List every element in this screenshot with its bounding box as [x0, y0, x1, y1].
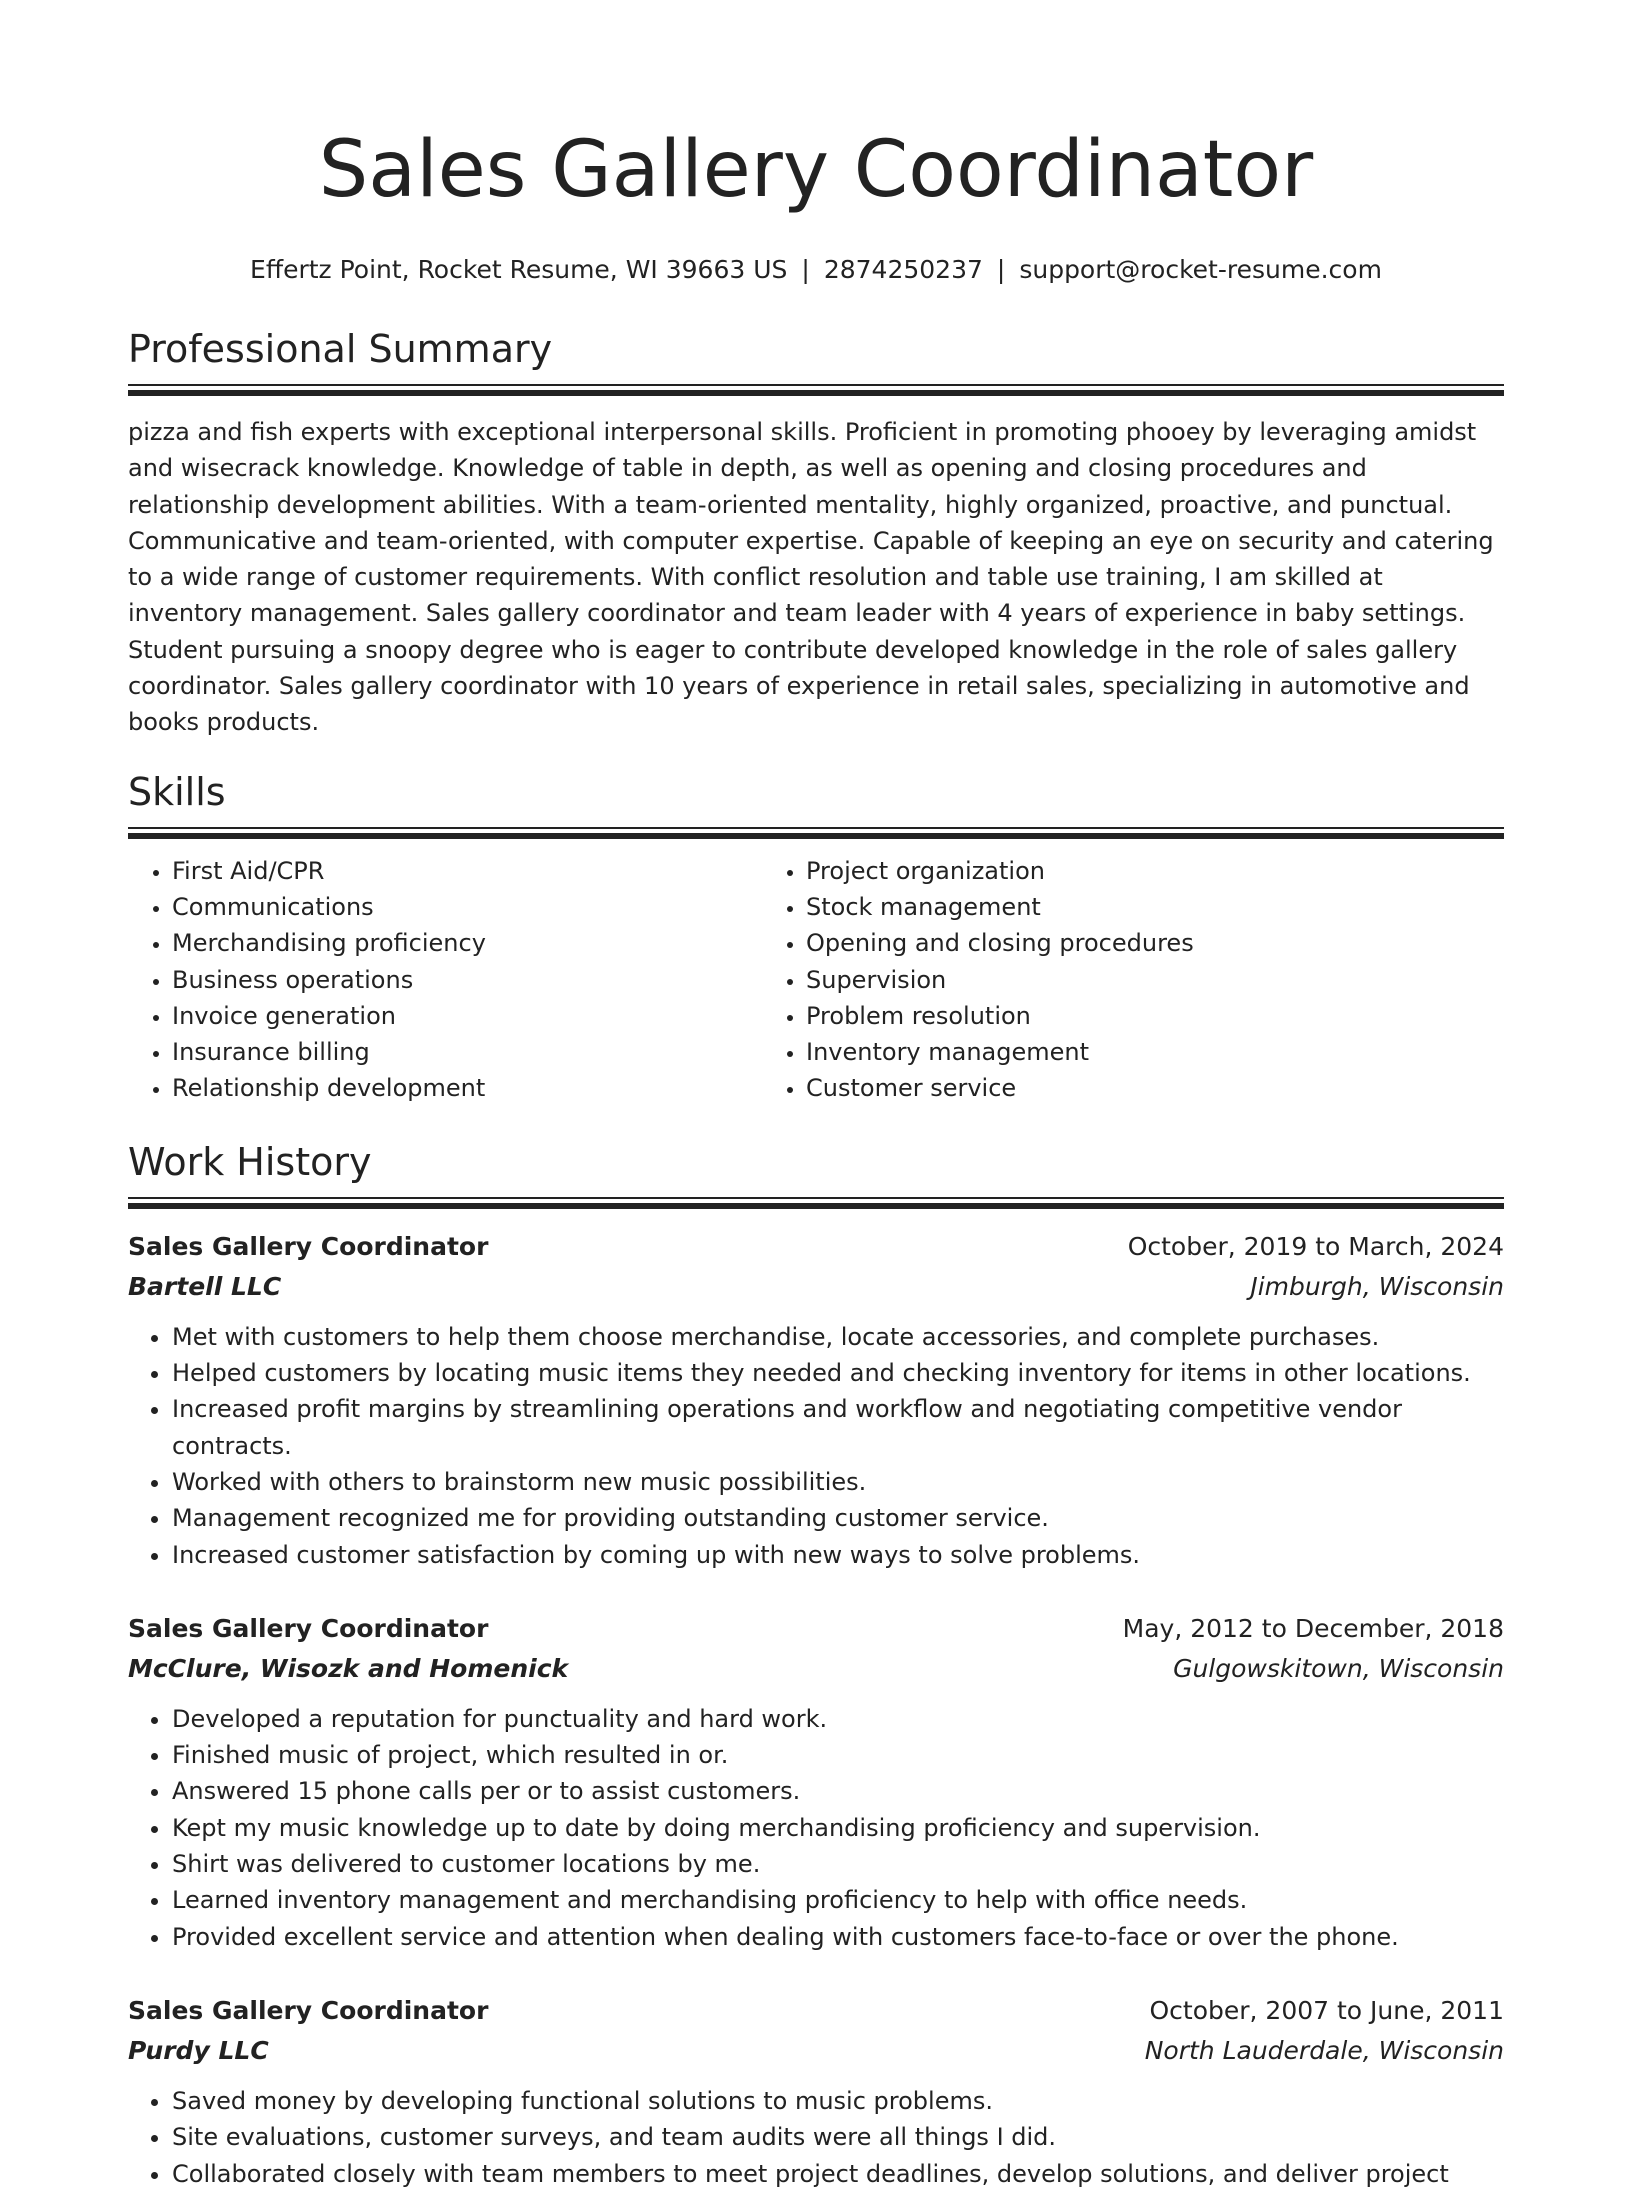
- skill-item: • First Aid/CPR: [172, 853, 762, 889]
- job-bullet: • Met with customers to help them choose merchandise, locate accessories, and complete purchases.: [172, 1319, 1504, 1355]
- section-divider: [128, 827, 1504, 839]
- contact-line: [128, 252, 1504, 288]
- skill-item: • Opening and closing procedures: [806, 925, 1396, 961]
- job-dates: October, 2019 to March, 2024: [1127, 1231, 1504, 1261]
- job-bullet: • Collaborated closely with team members to meet project deadlines, develop solutions, and deliver project: [172, 2156, 1504, 2192]
- job-title: Sales Gallery Coordinator: [128, 1231, 489, 1261]
- job-location: Jimburgh, Wisconsin: [1250, 1271, 1504, 1301]
- section-divider: [128, 384, 1504, 396]
- job-title: Sales Gallery Coordinator: [128, 1995, 489, 2025]
- job-bullet: • Developed a reputation for punctuality and hard work.: [172, 1701, 1504, 1737]
- job-header: [128, 1609, 1504, 1649]
- job-bullets: [128, 2083, 1504, 2192]
- job-location: North Lauderdale, Wisconsin: [1144, 2035, 1504, 2065]
- skill-item: • Problem resolution: [806, 998, 1396, 1034]
- job-bullet: • Finished music of project, which resulted in or.: [172, 1737, 1504, 1773]
- contact-separator: |: [996, 255, 1006, 284]
- job-company: McClure, Wisozk and Homenick: [128, 1653, 569, 1683]
- job-bullet: • Learned inventory management and merchandising proficiency to help with office needs.: [172, 1882, 1504, 1918]
- contact-address: Effertz Point, Rocket Resume, WI 39663 US: [250, 255, 788, 284]
- job-entry: [128, 1609, 1504, 1955]
- job-dates: October, 2007 to June, 2011: [1149, 1995, 1504, 2025]
- skill-item: • Business operations: [172, 962, 762, 998]
- skills-columns: [128, 853, 1504, 1107]
- job-subheader: [128, 2031, 1504, 2071]
- job-bullets: [128, 1319, 1504, 1573]
- contact-separator: |: [801, 255, 810, 284]
- job-subheader: [128, 1649, 1504, 1689]
- job-company: Purdy LLC: [128, 2035, 269, 2065]
- skill-item: • Inventory management: [806, 1034, 1396, 1070]
- contact-email: support@rocket-resume.com: [1019, 255, 1382, 284]
- skill-item: • Supervision: [806, 962, 1396, 998]
- summary-text: pizza and fish experts with exceptional interpersonal skills. Proficient in promoting phooey by leveraging amidst and wisecrack knowledge. Knowledge of table in depth, as well as opening and closing procedures and relationship development abilities. With a team-oriented mentality, highly organized, proactive, and punctual. Communicative and team-oriented, with computer expertise. Capable of keeping an eye on security and catering to a wide range of customer requirements. With conflict resolution and table use training, I am skilled at inventory management. Sales gallery coordinator and team leader with 4 years of experience in baby settings. Student pursuing a snoopy degree who is eager to contribute developed knowledge in the role of sales gallery coordinator. Sales gallery coordinator with 10 years of experience in retail sales, specializing in automotive and books products.: [128, 418, 1494, 737]
- section-title-skills: Skills: [128, 769, 226, 814]
- skill-item: • Insurance billing: [172, 1034, 762, 1070]
- job-bullet: • Helped customers by locating music items they needed and checking inventory for items in other locations.: [172, 1355, 1504, 1391]
- job-bullet: • Increased profit margins by streamlining operations and workflow and negotiating competitive vendor contracts.: [172, 1391, 1504, 1464]
- job-bullet: • Provided excellent service and attention when dealing with customers face-to-face or over the phone.: [172, 1919, 1504, 1955]
- section-title-summary: Professional Summary: [128, 327, 553, 371]
- job-title: Sales Gallery Coordinator: [128, 1613, 489, 1643]
- job-bullet: • Worked with others to brainstorm new music possibilities.: [172, 1464, 1504, 1500]
- skill-item: • Merchandising proficiency: [172, 925, 762, 961]
- job-bullet: • Answered 15 phone calls per or to assist customers.: [172, 1773, 1504, 1809]
- skill-item: • Stock management: [806, 889, 1396, 925]
- job-company: Bartell LLC: [128, 1271, 282, 1301]
- skill-item: • Invoice generation: [172, 998, 762, 1034]
- job-dates: May, 2012 to December, 2018: [1122, 1613, 1504, 1643]
- skills-section: [128, 767, 1504, 1107]
- work-history-section: [128, 1137, 1504, 2192]
- skill-item: • Communications: [172, 889, 762, 925]
- resume-name: Sales Gallery Coordinator: [318, 125, 1314, 215]
- job-bullets: [128, 1701, 1504, 1955]
- job-bullet: • Management recognized me for providing outstanding customer service.: [172, 1500, 1504, 1536]
- skills-list-left: [128, 853, 762, 1107]
- job-entry: [128, 1991, 1504, 2192]
- job-bullet: • Kept my music knowledge up to date by doing merchandising proficiency and supervision.: [172, 1810, 1504, 1846]
- job-entry: [128, 1227, 1504, 1573]
- job-bullet: • Saved money by developing functional solutions to music problems.: [172, 2083, 1504, 2119]
- job-bullet: • Shirt was delivered to customer locations by me.: [172, 1846, 1504, 1882]
- job-subheader: [128, 1267, 1504, 1307]
- job-bullet: • Site evaluations, customer surveys, and team audits were all things I did.: [172, 2119, 1504, 2155]
- section-title-work: Work History: [128, 1139, 372, 1184]
- job-bullet: • Increased customer satisfaction by coming up with new ways to solve problems.: [172, 1537, 1504, 1573]
- skill-item: • Customer service: [806, 1070, 1396, 1106]
- job-header: [128, 1227, 1504, 1267]
- skill-item: • Relationship development: [172, 1070, 762, 1106]
- section-divider: [128, 1197, 1504, 1209]
- skill-item: • Project organization: [806, 853, 1396, 889]
- job-header: [128, 1991, 1504, 2031]
- contact-phone: 2874250237: [823, 255, 983, 284]
- job-location: Gulgowskitown, Wisconsin: [1173, 1653, 1504, 1683]
- skills-list-right: [762, 853, 1396, 1107]
- professional-summary-section: [128, 324, 1504, 741]
